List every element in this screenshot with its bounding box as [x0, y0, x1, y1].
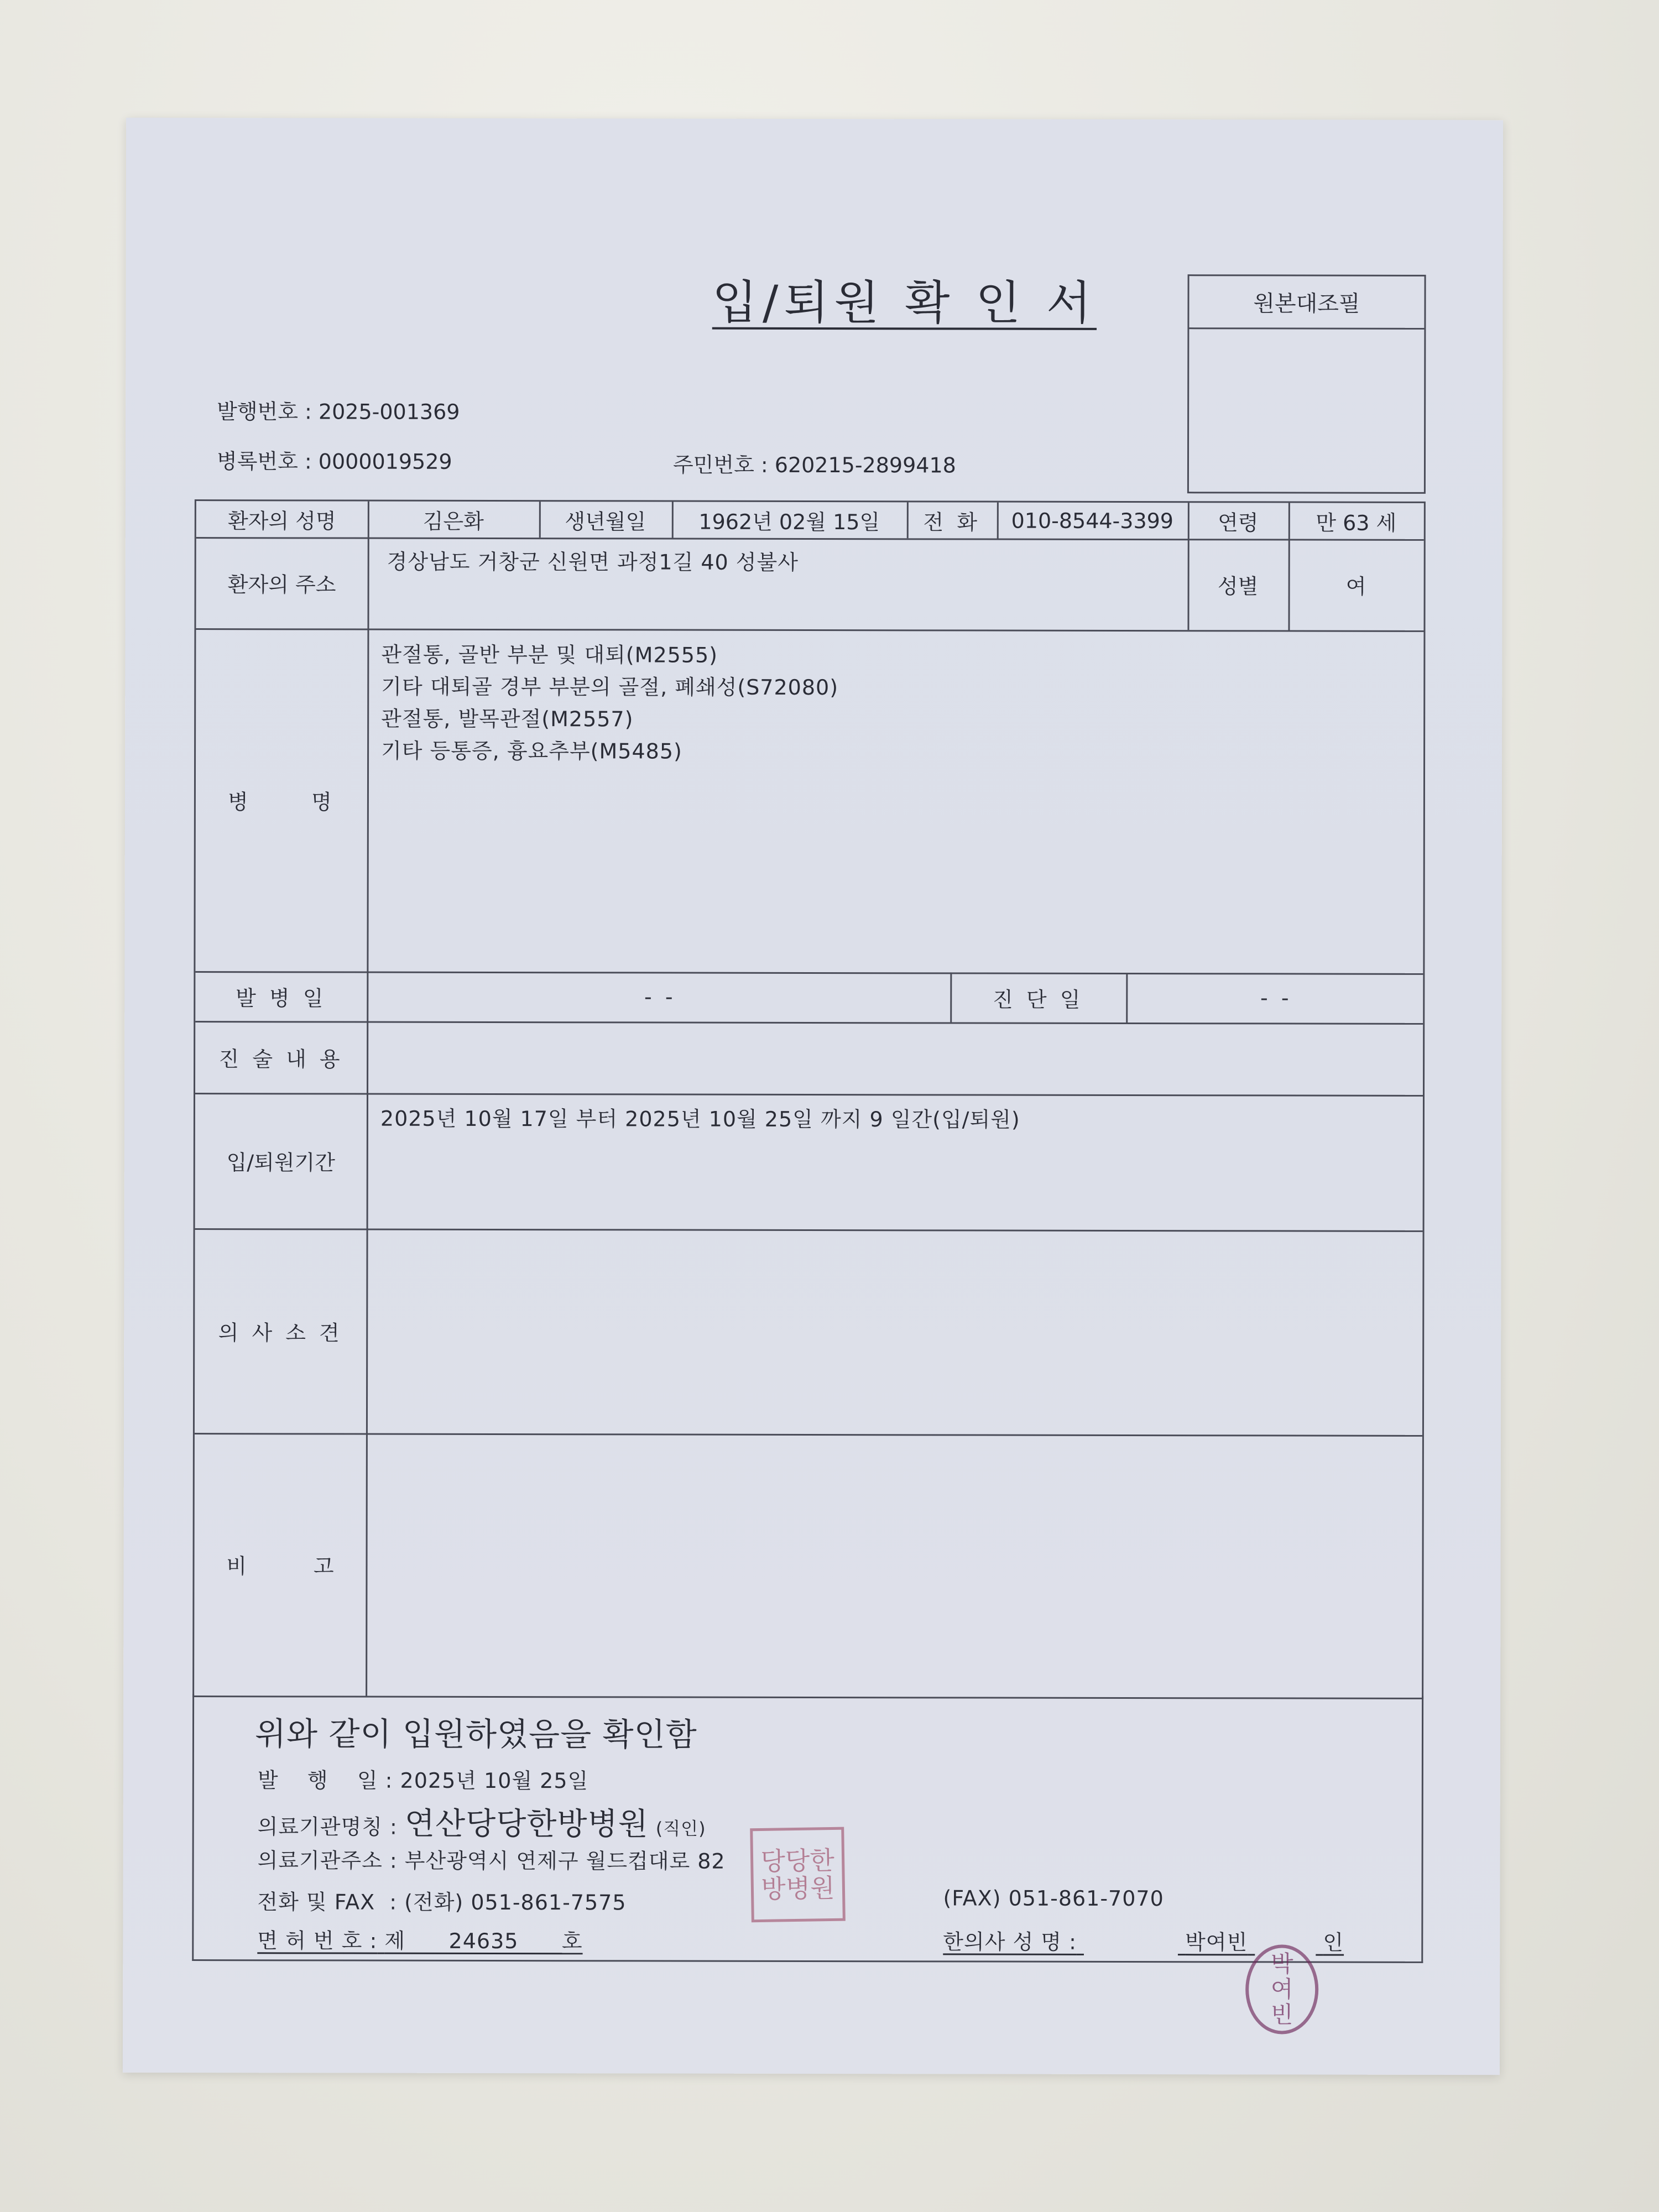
license-label: 면 허 번 호 :	[257, 1928, 378, 1953]
fax-value: (FAX) 051-861-7070	[943, 1886, 1164, 1911]
hospital-name: 연산당당한방병원	[404, 1806, 649, 1843]
remarks-label: 비 고	[226, 1554, 334, 1579]
hospital-address-label: 의료기관주소 :	[257, 1848, 398, 1873]
resident-number	[673, 448, 956, 479]
stamp-box-label: 원본대조필	[1189, 276, 1424, 330]
statement-label: 진 술 내 용	[218, 1046, 343, 1072]
hospital-name-row	[258, 1799, 706, 1844]
issue-date: 2025년 10월 25일	[400, 1768, 589, 1793]
period-label: 입/퇴원기간	[226, 1150, 335, 1175]
patient-address: 경상남도 거창군 신원면 과정1길 40 성불사	[387, 549, 799, 575]
issue-number-label: 발행번호 :	[217, 399, 312, 424]
resident-number-label: 주민번호 :	[672, 452, 768, 477]
confirmation-statement: 위와 같이 입원하였음을 확인함	[254, 1715, 697, 1754]
hospital-address-row	[258, 1843, 726, 1874]
patient-name: 김은화	[422, 509, 484, 534]
resident-number-value: 620215-2899418	[774, 452, 956, 478]
hospital-name-label: 의료기관명칭 :	[257, 1814, 398, 1839]
issue-number	[217, 394, 460, 425]
phone-label: 전 화	[923, 510, 981, 535]
diagnosis-line-2: 기타 대퇴골 경부 부분의 골절, 폐쇄성(S72080)	[381, 674, 839, 700]
onset-value: - -	[644, 984, 673, 1009]
doctor-seal-stamp: 박 여 빈	[1245, 1944, 1318, 2034]
hospital-address: 부산광역시 연제구 월드컵대로 82	[404, 1848, 726, 1874]
license-number: 제 24635 호	[384, 1928, 583, 1954]
age-label: 연령	[1218, 510, 1259, 535]
document-sheet	[123, 118, 1503, 2075]
diagnosis-date-label: 진 단 일	[993, 987, 1084, 1012]
period-value: 2025년 10월 17일 부터 2025년 10월 25일 까지 9 일간(입/퇴원)	[380, 1106, 1020, 1132]
tel-value: (전화) 051-861-7575	[404, 1890, 627, 1915]
birth-date: 1962년 02월 15일	[698, 509, 880, 535]
original-copy-stamp-box	[1187, 274, 1426, 494]
doctor-seal-suffix: 인	[1323, 1930, 1344, 1955]
chart-number-value: 0000019529	[318, 449, 452, 474]
birth-date-label: 생년월일	[565, 509, 646, 534]
issue-number-value: 2025-001369	[318, 399, 460, 424]
chart-number	[217, 444, 452, 475]
confirmation-table	[192, 499, 1426, 1699]
issue-date-label: 발 행 일 :	[257, 1768, 393, 1793]
hospital-seal-stamp: 당 당 한 방 병 원	[750, 1827, 846, 1923]
opinion-label: 의 사 소 견	[218, 1320, 343, 1345]
chart-number-label: 병록번호 :	[216, 449, 312, 474]
tel-fax-row	[257, 1885, 626, 1916]
onset-label: 발 병 일	[236, 985, 327, 1010]
diagnosis-line-3: 관절통, 발목관절(M2557)	[381, 706, 634, 732]
hospital-seal-suffix: (직인)	[655, 1818, 706, 1839]
diagnosis-line-4: 기타 등통증, 흉요추부(M5485)	[381, 738, 682, 764]
sex-label: 성별	[1217, 574, 1259, 599]
age-value: 만 63 세	[1316, 510, 1397, 535]
license-row	[257, 1923, 582, 1954]
phone-number: 010-8544-3399	[1011, 508, 1174, 533]
address-label: 환자의 주소	[227, 572, 336, 597]
diagnosis-label: 병 명	[227, 789, 335, 814]
patient-name-label: 환자의 성명	[227, 509, 336, 534]
sex-value: 여	[1345, 574, 1366, 599]
diagnosis-line-1: 관절통, 골반 부분 및 대퇴(M2555)	[381, 642, 718, 667]
doctor-name-label: 한의사 성 명 :	[943, 1929, 1077, 1954]
issue-date-row	[258, 1763, 589, 1794]
doctor-name: 박여빈	[1185, 1930, 1248, 1955]
tel-fax-label: 전화 및 FAX :	[257, 1890, 398, 1914]
document-title: 입/퇴원 확 인 서	[712, 275, 1097, 330]
diagnosis-date-value: - -	[1260, 985, 1289, 1010]
